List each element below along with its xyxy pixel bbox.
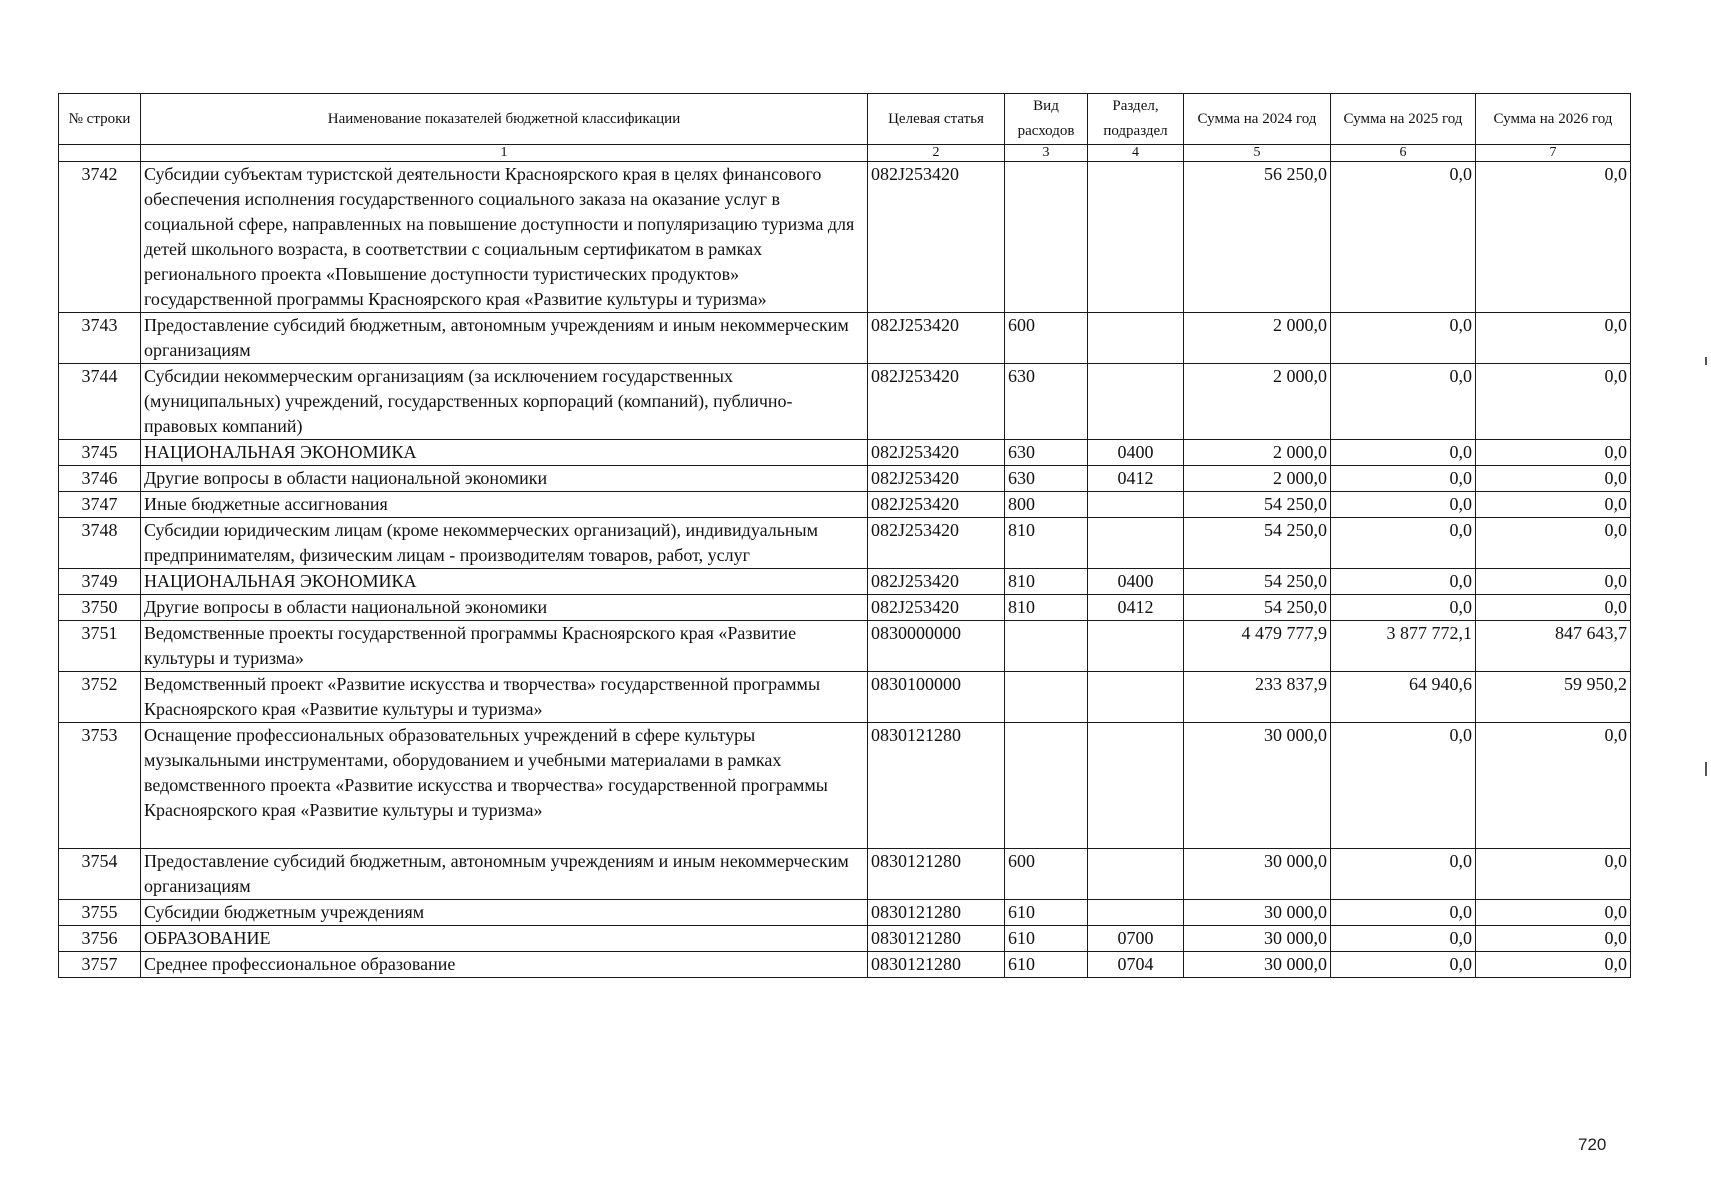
row-target-article: 082J253420 [868, 466, 1005, 492]
column-number: 5 [1184, 145, 1331, 162]
row-expense-type: 810 [1005, 518, 1088, 569]
row-target-article: 082J253420 [868, 313, 1005, 364]
row-number: 3743 [59, 313, 141, 364]
row-sum-2026: 59 950,2 [1476, 672, 1631, 723]
row-sum-2024: 4 479 777,9 [1184, 621, 1331, 672]
row-sum-2026: 0,0 [1476, 723, 1631, 849]
table-row [59, 723, 1631, 849]
row-expense-type: 630 [1005, 440, 1088, 466]
row-number: 3752 [59, 672, 141, 723]
row-sum-2025: 0,0 [1331, 364, 1476, 440]
row-sum-2026: 847 643,7 [1476, 621, 1631, 672]
row-number: 3750 [59, 595, 141, 621]
row-number: 3744 [59, 364, 141, 440]
row-sum-2026: 0,0 [1476, 162, 1631, 313]
row-expense-type: 630 [1005, 466, 1088, 492]
table-row [59, 313, 1631, 364]
row-sum-2025: 0,0 [1331, 466, 1476, 492]
row-name: Ведомственные проекты государственной программы Красноярского края «Развитие культуры и туризма» [141, 621, 868, 672]
row-name: Субсидии юридическим лицам (кроме некоммерческих организаций), индивидуальным предпринимателям, физическим лицам - производителям товаров, работ, услуг [141, 518, 868, 569]
table-row [59, 621, 1631, 672]
row-expense-type: 610 [1005, 952, 1088, 978]
row-target-article: 082J253420 [868, 364, 1005, 440]
row-section [1088, 900, 1184, 926]
row-name: Субсидии некоммерческим организациям (за исключением государственных (муниципальных) учреждений, государственных корпораций (компаний), публично-правовых компаний) [141, 364, 868, 440]
scan-margin-mark [1705, 762, 1707, 776]
column-number: 1 [141, 145, 868, 162]
row-sum-2024: 30 000,0 [1184, 926, 1331, 952]
row-sum-2024: 2 000,0 [1184, 313, 1331, 364]
table-row [59, 900, 1631, 926]
row-name: Субсидии субъектам туристской деятельности Красноярского края в целях финансового обеспечения исполнения государственного социального заказа на оказание услуг в социальной сфере, направленных на повышение доступности и популяризацию туризма для детей школьного возраста, в соответствии с социальным сертификатом в рамках регионального проекта «Повышение доступности туристических продуктов» государственной программы Красноярского края «Развитие культуры и туризма» [141, 162, 868, 313]
row-sum-2024: 2 000,0 [1184, 440, 1331, 466]
row-name: Среднее профессиональное образование [141, 952, 868, 978]
row-target-article: 0830000000 [868, 621, 1005, 672]
row-sum-2025: 0,0 [1331, 440, 1476, 466]
row-section [1088, 672, 1184, 723]
row-name: ОБРАЗОВАНИЕ [141, 926, 868, 952]
row-number: 3748 [59, 518, 141, 569]
row-sum-2025: 0,0 [1331, 900, 1476, 926]
row-number: 3755 [59, 900, 141, 926]
scan-margin-mark [1705, 357, 1707, 365]
row-sum-2025: 0,0 [1331, 926, 1476, 952]
row-sum-2024: 30 000,0 [1184, 952, 1331, 978]
row-name: Другие вопросы в области национальной экономики [141, 595, 868, 621]
row-sum-2025: 0,0 [1331, 595, 1476, 621]
row-expense-type: 800 [1005, 492, 1088, 518]
row-sum-2024: 233 837,9 [1184, 672, 1331, 723]
column-number: 3 [1005, 145, 1088, 162]
row-sum-2025: 0,0 [1331, 723, 1476, 849]
row-sum-2025: 64 940,6 [1331, 672, 1476, 723]
row-section: 0400 [1088, 440, 1184, 466]
row-expense-type: 810 [1005, 569, 1088, 595]
row-number: 3746 [59, 466, 141, 492]
table-row [59, 926, 1631, 952]
row-target-article: 082J253420 [868, 518, 1005, 569]
row-name: Предоставление субсидий бюджетным, автономным учреждениям и иным некоммерческим организациям [141, 849, 868, 900]
column-number: 2 [868, 145, 1005, 162]
page-number: 720 [1578, 1135, 1607, 1154]
table-row [59, 466, 1631, 492]
row-target-article: 082J253420 [868, 595, 1005, 621]
row-target-article: 0830121280 [868, 952, 1005, 978]
row-section [1088, 364, 1184, 440]
row-section [1088, 621, 1184, 672]
row-expense-type [1005, 162, 1088, 313]
row-sum-2025: 0,0 [1331, 849, 1476, 900]
row-sum-2026: 0,0 [1476, 364, 1631, 440]
row-number: 3757 [59, 952, 141, 978]
table-row [59, 162, 1631, 313]
row-sum-2024: 56 250,0 [1184, 162, 1331, 313]
row-sum-2024: 54 250,0 [1184, 492, 1331, 518]
header-sum-2026: Сумма на 2026 год [1476, 94, 1631, 145]
budget-table [58, 93, 1631, 978]
row-target-article: 0830121280 [868, 900, 1005, 926]
row-section [1088, 518, 1184, 569]
header-expense-type: Вид расходов [1005, 94, 1088, 145]
row-sum-2025: 0,0 [1331, 313, 1476, 364]
row-expense-type: 600 [1005, 313, 1088, 364]
row-sum-2025: 0,0 [1331, 569, 1476, 595]
row-number: 3749 [59, 569, 141, 595]
budget-sheet [58, 93, 1631, 978]
column-number: 7 [1476, 145, 1631, 162]
row-sum-2026: 0,0 [1476, 466, 1631, 492]
row-name: Ведомственный проект «Развитие искусства и творчества» государственной программы Красноярского края «Развитие культуры и туризма» [141, 672, 868, 723]
row-sum-2026: 0,0 [1476, 926, 1631, 952]
row-number: 3745 [59, 440, 141, 466]
row-sum-2026: 0,0 [1476, 849, 1631, 900]
row-section: 0400 [1088, 569, 1184, 595]
row-section: 0412 [1088, 595, 1184, 621]
row-target-article: 082J253420 [868, 162, 1005, 313]
header-row-number: № строки [59, 94, 141, 145]
table-row [59, 952, 1631, 978]
row-sum-2026: 0,0 [1476, 518, 1631, 569]
column-number [59, 145, 141, 162]
row-target-article: 082J253420 [868, 492, 1005, 518]
row-section [1088, 723, 1184, 849]
row-sum-2025: 0,0 [1331, 518, 1476, 569]
row-sum-2024: 2 000,0 [1184, 364, 1331, 440]
row-sum-2025: 0,0 [1331, 952, 1476, 978]
header-sum-2025: Сумма на 2025 год [1331, 94, 1476, 145]
row-expense-type: 810 [1005, 595, 1088, 621]
row-target-article: 0830100000 [868, 672, 1005, 723]
header-name: Наименование показателей бюджетной классификации [141, 94, 868, 145]
row-sum-2024: 54 250,0 [1184, 569, 1331, 595]
table-row [59, 492, 1631, 518]
table-row [59, 595, 1631, 621]
row-target-article: 082J253420 [868, 440, 1005, 466]
row-sum-2024: 30 000,0 [1184, 900, 1331, 926]
row-sum-2026: 0,0 [1476, 492, 1631, 518]
row-sum-2026: 0,0 [1476, 313, 1631, 364]
row-number: 3747 [59, 492, 141, 518]
row-section [1088, 849, 1184, 900]
row-expense-type: 610 [1005, 926, 1088, 952]
row-section: 0700 [1088, 926, 1184, 952]
row-sum-2025: 0,0 [1331, 492, 1476, 518]
table-header-row [59, 94, 1631, 145]
row-sum-2025: 0,0 [1331, 162, 1476, 313]
row-name: НАЦИОНАЛЬНАЯ ЭКОНОМИКА [141, 440, 868, 466]
column-number-row [59, 145, 1631, 162]
row-sum-2024: 54 250,0 [1184, 595, 1331, 621]
row-sum-2024: 30 000,0 [1184, 723, 1331, 849]
row-target-article: 0830121280 [868, 926, 1005, 952]
row-name: Другие вопросы в области национальной экономики [141, 466, 868, 492]
table-row [59, 849, 1631, 900]
row-target-article: 0830121280 [868, 723, 1005, 849]
row-target-article: 082J253420 [868, 569, 1005, 595]
row-sum-2026: 0,0 [1476, 595, 1631, 621]
row-expense-type [1005, 621, 1088, 672]
row-sum-2024: 30 000,0 [1184, 849, 1331, 900]
row-name: Иные бюджетные ассигнования [141, 492, 868, 518]
row-section: 0412 [1088, 466, 1184, 492]
row-number: 3756 [59, 926, 141, 952]
row-sum-2026: 0,0 [1476, 900, 1631, 926]
column-number: 6 [1331, 145, 1476, 162]
row-sum-2024: 2 000,0 [1184, 466, 1331, 492]
row-target-article: 0830121280 [868, 849, 1005, 900]
header-sum-2024: Сумма на 2024 год [1184, 94, 1331, 145]
table-row [59, 440, 1631, 466]
row-expense-type [1005, 672, 1088, 723]
table-row [59, 569, 1631, 595]
table-row [59, 364, 1631, 440]
row-expense-type: 610 [1005, 900, 1088, 926]
row-number: 3751 [59, 621, 141, 672]
table-row [59, 672, 1631, 723]
row-sum-2026: 0,0 [1476, 569, 1631, 595]
row-name: НАЦИОНАЛЬНАЯ ЭКОНОМИКА [141, 569, 868, 595]
row-sum-2026: 0,0 [1476, 952, 1631, 978]
table-row [59, 518, 1631, 569]
row-sum-2026: 0,0 [1476, 440, 1631, 466]
row-section: 0704 [1088, 952, 1184, 978]
row-section [1088, 162, 1184, 313]
row-number: 3754 [59, 849, 141, 900]
row-name: Предоставление субсидий бюджетным, автономным учреждениям и иным некоммерческим организациям [141, 313, 868, 364]
header-section: Раздел, подраздел [1088, 94, 1184, 145]
row-number: 3742 [59, 162, 141, 313]
row-expense-type [1005, 723, 1088, 849]
row-number: 3753 [59, 723, 141, 849]
row-sum-2024: 54 250,0 [1184, 518, 1331, 569]
header-target-article: Целевая статья [868, 94, 1005, 145]
row-expense-type: 630 [1005, 364, 1088, 440]
row-section [1088, 313, 1184, 364]
column-number: 4 [1088, 145, 1184, 162]
row-sum-2025: 3 877 772,1 [1331, 621, 1476, 672]
row-name: Субсидии бюджетным учреждениям [141, 900, 868, 926]
row-expense-type: 600 [1005, 849, 1088, 900]
row-section [1088, 492, 1184, 518]
row-name: Оснащение профессиональных образовательных учреждений в сфере культуры музыкальными инструментами, оборудованием и учебными материалами в рамках ведомственного проекта «Развитие искусства и творчества» государственной программы Красноярского края «Развитие культуры и туризма» [141, 723, 868, 849]
